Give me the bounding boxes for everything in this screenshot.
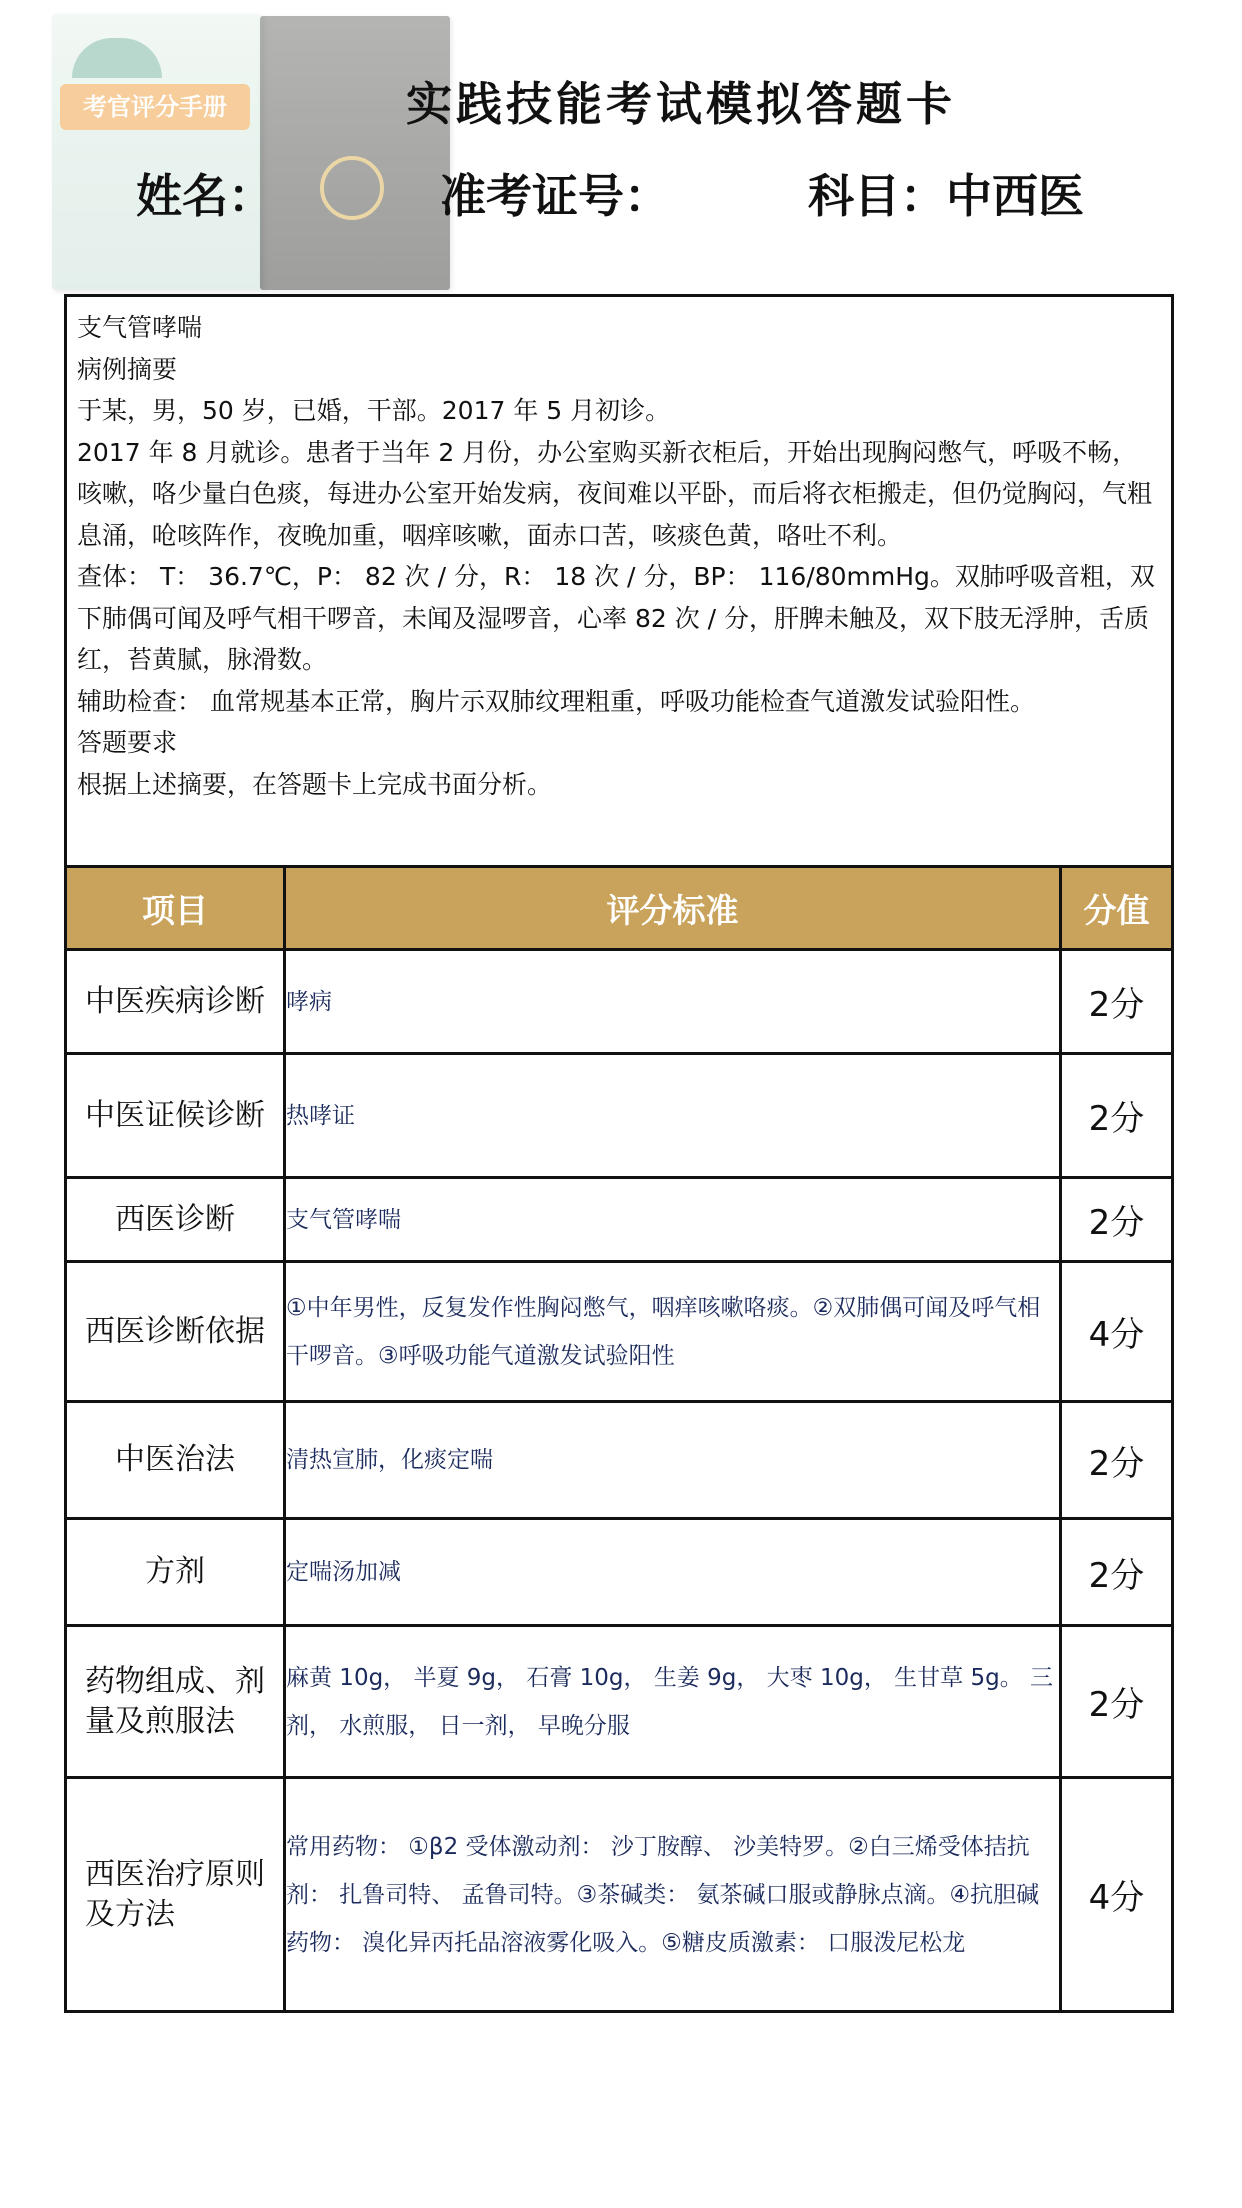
row-score: 2分 (1061, 1402, 1173, 1519)
table-row (66, 1054, 1173, 1178)
name-label: 姓名： (136, 169, 274, 223)
page-title: 实践技能考试模拟答题卡 (406, 77, 956, 131)
book-cover-title: 考官评分手册 (60, 84, 250, 130)
row-item: 中医证候诊断 (66, 1054, 285, 1178)
row-standard: ①中年男性，反复发作性胸闷憋气，咽痒咳嗽咯痰。②双肺偶可闻及呼气相干啰音。③呼吸功能气道激发试验阳性 (285, 1262, 1061, 1402)
table-row (66, 1262, 1173, 1402)
patient-info: 于某，男，50 岁，已婚，干部。2017 年 5 月初诊。 (77, 396, 671, 425)
row-item: 中医疾病诊断 (66, 950, 285, 1054)
row-score: 2分 (1061, 1626, 1173, 1778)
book-cover-dark (260, 16, 450, 290)
row-score: 2分 (1061, 1519, 1173, 1626)
row-standard: 哮病 (285, 950, 1061, 1054)
row-item: 方剂 (66, 1519, 285, 1626)
auxiliary-exam: 辅助检查： 血常规基本正常，胸片示双肺纹理粗重，呼吸功能检查气道激发试验阳性。 (77, 686, 1035, 716)
row-score: 2分 (1061, 1178, 1173, 1262)
book-covers-image (52, 14, 452, 294)
row-standard: 热哮证 (285, 1054, 1061, 1178)
exam-findings: 查体： T： 36.7℃，P： 82 次 / 分，R： 18 次 / 分，BP： 116/80mmHg。双肺呼吸音粗，双下肺偶可闻及呼气相干啰音，未闻及湿啰音，心率 82 次 / 分，肝脾未触及，双下肢无浮肿，舌质红，苔黄腻，脉滑数。 (77, 562, 1155, 674)
candidate-info-row (0, 160, 1242, 223)
table-row (66, 1402, 1173, 1519)
table-header-row (66, 868, 1173, 950)
row-item: 西医治疗原则及方法 (66, 1778, 285, 2012)
scoring-table (64, 868, 1174, 2013)
book-cover-handbook (52, 14, 262, 290)
table-row (66, 1178, 1173, 1262)
table-row (66, 1519, 1173, 1626)
case-summary-box (64, 294, 1174, 868)
header-item: 项目 (66, 868, 285, 950)
table-row (66, 1626, 1173, 1778)
exam-id-label: 准考证号： (440, 169, 670, 223)
row-score: 4分 (1061, 1778, 1173, 2012)
row-standard: 定喘汤加减 (285, 1519, 1061, 1626)
row-item: 药物组成、剂量及煎服法 (66, 1626, 285, 1778)
header-standard: 评分标准 (285, 868, 1061, 950)
table-row (66, 1778, 1173, 2012)
table-row (66, 950, 1173, 1054)
row-item: 西医诊断 (66, 1178, 285, 1262)
row-item: 中医治法 (66, 1402, 285, 1519)
row-score: 2分 (1061, 950, 1173, 1054)
row-standard: 麻黄 10g， 半夏 9g， 石膏 10g， 生姜 9g， 大枣 10g， 生甘草 5g。 三剂， 水煎服， 日一剂， 早晚分服 (285, 1626, 1061, 1778)
row-score: 4分 (1061, 1262, 1173, 1402)
row-score: 2分 (1061, 1054, 1173, 1178)
row-standard: 支气管哮喘 (285, 1178, 1061, 1262)
case-summary-heading: 病例摘要 (77, 354, 178, 384)
header-score: 分值 (1061, 868, 1173, 950)
subject-label: 科目：中西医 (808, 169, 1084, 223)
requirements-text: 根据上述摘要，在答题卡上完成书面分析。 (77, 769, 553, 799)
history-text: 2017 年 8 月就诊。患者于当年 2 月份，办公室购买新衣柜后，开始出现胸闷憋气，呼吸不畅，咳嗽，咯少量白色痰，每进办公室开始发病，夜间难以平卧，而后将衣柜搬走，但仍觉胸闷，气粗息涌，呛咳阵作，夜晚加重，咽痒咳嗽，面赤口苦，咳痰色黄，咯吐不利。 (77, 437, 1153, 550)
row-item: 西医诊断依据 (66, 1262, 285, 1402)
requirements-heading: 答题要求 (77, 728, 178, 757)
row-standard: 常用药物： ①β2 受体激动剂： 沙丁胺醇、 沙美特罗。②白三烯受体拮抗剂： 扎鲁司特、 孟鲁司特。③茶碱类： 氨茶碱口服或静脉点滴。④抗胆碱药物： 溴化异丙托品溶液雾化吸入。⑤糖皮质激素： 口服泼尼松龙 (285, 1778, 1061, 2012)
row-standard: 清热宣肺，化痰定喘 (285, 1402, 1061, 1519)
case-topic: 支气管哮喘 (77, 313, 203, 342)
